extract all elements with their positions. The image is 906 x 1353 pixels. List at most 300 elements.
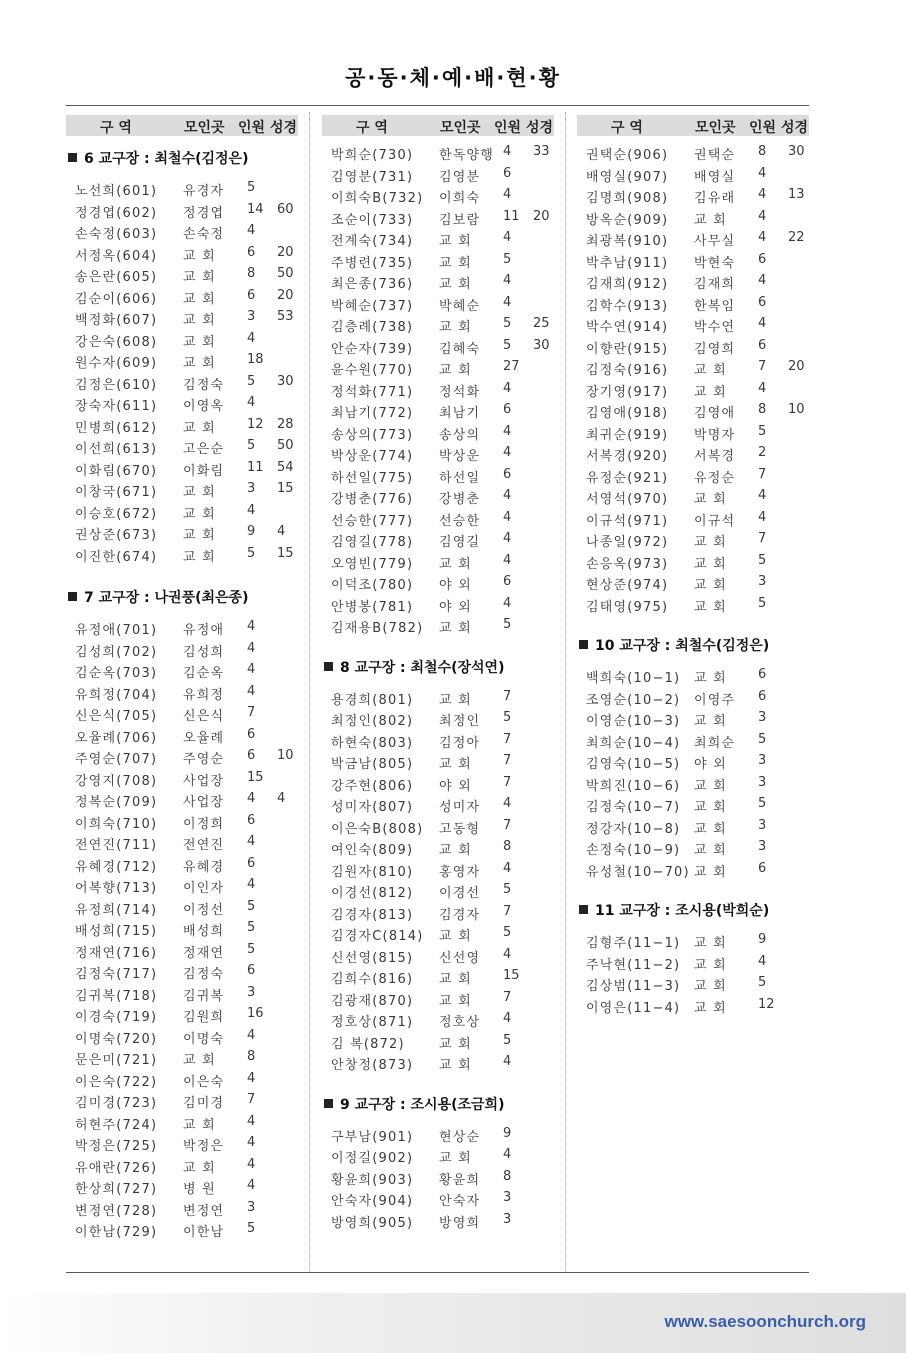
row-area: 유혜경(712) [75,859,158,875]
row-area: 유성철(10−70) [586,864,690,880]
row-count: 11 [247,459,264,475]
row-count: 3 [247,481,256,496]
row-bible: 50 [277,438,294,453]
row-bible: 15 [277,481,294,496]
row-area: 김희수(816) [331,972,414,987]
row-count: 5 [247,920,256,935]
row-area: 김정숙(916) [586,363,669,378]
row-count: 4 [758,230,767,245]
row-area: 이화림(670) [75,463,158,479]
row-place: 교 회 [694,556,727,572]
row-place: 안숙자 [439,1194,481,1209]
row-area: 서복경(920) [586,449,669,464]
row-count: 15 [247,769,264,785]
row-count: 6 [758,251,767,267]
row-place: 교 회 [439,993,472,1009]
table-row [577,465,809,487]
row-place: 사무실 [694,234,736,249]
row-area: 김상범(11−3) [586,979,681,994]
row-area: 유애란(726) [75,1160,158,1176]
row-count: 4 [503,1054,512,1069]
row-place: 교 회 [183,1160,216,1176]
table-row [577,250,809,272]
row-area: 민병희(612) [75,420,158,436]
table-row [322,486,554,508]
row-area: 이경선(812) [331,886,414,901]
table-row [577,142,809,164]
table-row [322,1210,554,1232]
row-area: 유정순(921) [586,470,669,486]
row-area: 김태영(975) [586,599,669,615]
row-place: 교 회 [694,714,727,729]
row-place: 배성희 [183,924,225,939]
row-area: 유정희(714) [75,902,158,918]
row-area: 이덕조(780) [331,578,414,593]
row-count: 12 [758,996,775,1012]
table-row [322,923,554,945]
column-header [66,115,298,136]
row-count: 4 [758,953,767,969]
row-area: 노선희(601) [75,184,158,199]
row-place: 강병춘 [439,492,481,507]
table-row [577,973,809,995]
row-place: 현상순 [439,1129,481,1145]
row-place: 야 외 [439,599,472,615]
row-area: 유정애(701) [75,623,158,638]
row-count: 3 [758,710,767,725]
row-place: 김유래 [694,191,736,206]
table-row [66,897,298,919]
header-bible: 성경 [270,120,298,136]
row-count: 5 [503,617,512,632]
table-row [66,703,298,725]
row-area: 강주현(806) [331,778,414,794]
row-place: 정석화 [439,384,481,400]
table-row [577,773,809,795]
table-row [322,773,554,795]
table-row [66,544,298,566]
row-count: 5 [758,552,767,568]
row-area: 김순이(606) [75,291,158,307]
row-area: 변정연(728) [75,1203,158,1219]
row-count: 5 [503,882,512,897]
table-row [577,443,809,465]
table-row [66,1133,298,1155]
row-area: 하선일(775) [331,470,414,486]
row-count: 6 [247,855,256,871]
table-row [577,357,809,379]
row-count: 4 [247,791,256,806]
row-count: 8 [503,839,512,854]
row-area: 신선영(815) [331,950,414,966]
row-place: 황윤희 [439,1172,481,1188]
section-heading [66,587,298,607]
row-count: 6 [247,244,256,260]
table-row [322,400,554,422]
row-count: 6 [247,748,256,763]
row-area: 윤수원(770) [331,363,414,378]
row-place: 박현숙 [694,255,736,271]
row-area: 권택순(906) [586,148,669,163]
row-place: 교 회 [183,291,216,307]
row-bible: 33 [533,144,550,159]
row-count: 3 [758,574,767,589]
table-row [66,875,298,897]
table-row [577,185,809,207]
table-row [322,988,554,1010]
row-area: 주병련(735) [331,255,414,271]
row-place: 교 회 [694,671,727,686]
column-header [577,115,809,136]
row-place: 이정희 [183,816,225,832]
table-row [66,415,298,437]
row-area: 손정숙(10−9) [586,843,681,858]
table-row [66,660,298,682]
row-bible: 50 [277,266,294,281]
row-place: 정경엽 [183,205,225,221]
table-row [577,594,809,616]
table-row [322,529,554,551]
row-place: 김귀복 [183,988,225,1004]
table-row [66,940,298,962]
row-bible: 22 [788,230,805,245]
row-place: 이영주 [694,692,736,708]
row-count: 5 [503,710,512,725]
row-place: 이명숙 [183,1031,225,1047]
table-row [322,357,554,379]
row-count: 4 [503,860,512,876]
table-row [322,880,554,902]
table-row [577,164,809,186]
row-place: 교 회 [439,621,472,636]
row-place: 교 회 [694,599,727,615]
row-place: 이규석 [694,513,736,529]
row-count: 6 [503,402,512,417]
row-area: 박희순(730) [331,148,414,163]
table-row [66,1026,298,1048]
row-place: 교 회 [439,1036,472,1052]
row-area: 손응옥(973) [586,556,669,572]
row-area: 백희숙(10−1) [586,671,681,686]
row-place: 권택순 [694,148,736,163]
table-row [322,1052,554,1074]
row-count: 4 [503,1147,512,1162]
table-row [322,615,554,637]
row-area: 김명희(908) [586,191,669,206]
table-row [577,708,809,730]
section-heading [577,635,809,655]
row-count: 4 [247,619,256,634]
row-area: 김영숙(10−5) [586,757,681,772]
table-row [577,529,809,551]
row-place: 배영실 [694,169,736,185]
row-place: 교 회 [183,549,216,565]
row-area: 선승한(777) [331,513,414,529]
row-place: 야 외 [439,578,472,593]
row-place: 교 회 [439,277,472,292]
table-row [322,794,554,816]
header-place: 모인곳 [440,120,481,136]
row-area: 김순옥(703) [75,666,158,681]
row-place: 야 외 [694,757,727,772]
row-area: 최정인(802) [331,714,414,729]
row-area: 이승호(672) [75,506,158,522]
row-area: 정재연(716) [75,945,158,961]
row-area: 김학수(913) [586,298,669,314]
table-row [577,336,809,358]
table-row [322,1188,554,1210]
row-count: 4 [503,445,512,460]
row-count: 4 [247,1156,256,1172]
row-place: 교 회 [183,420,216,436]
row-count: 4 [503,796,512,811]
row-count: 4 [758,208,767,224]
row-place: 김영길 [439,535,481,550]
row-area: 황윤희(903) [331,1172,414,1188]
row-place: 유혜경 [183,859,225,875]
row-count: 4 [503,1011,512,1026]
row-area: 이선희(613) [75,442,158,457]
row-area: 김재희(912) [586,277,669,292]
row-count: 16 [247,1006,264,1021]
header-count: 인원 [494,120,522,136]
table-row [577,400,809,422]
row-count: 8 [247,266,256,281]
row-area: 이향란(915) [586,341,669,357]
row-place: 정호상 [439,1015,481,1030]
row-area: 박수연(914) [586,320,669,335]
section-heading-text: 11 교구장 : 조시용(박희순) [595,903,770,919]
row-bible: 25 [533,316,550,331]
row-count: 4 [247,1113,256,1129]
row-area: 현상준(974) [586,578,669,593]
table-row [66,617,298,639]
section-heading-text: 7 교구장 : 나권풍(최은종) [84,590,249,606]
row-area: 김경자C(814) [331,929,424,944]
row-count: 4 [503,488,512,503]
row-area: 유희정(704) [75,687,158,703]
row-area: 배성희(715) [75,924,158,939]
row-area: 어복향(713) [75,881,158,896]
row-place: 교 회 [183,485,216,500]
row-count: 3 [758,817,767,833]
row-area: 장숙자(611) [75,399,158,414]
row-place: 교 회 [694,800,727,815]
table-row [577,952,809,974]
column-3 [577,115,809,1016]
section-heading [577,900,809,920]
row-place: 김정숙 [183,967,225,982]
row-place: 김재희 [694,277,736,292]
row-count: 4 [247,662,256,677]
table-row [322,966,554,988]
square-bullet-icon [579,905,588,914]
table-row [577,314,809,336]
row-place: 교 회 [694,578,727,593]
row-area: 문은미(721) [75,1053,158,1068]
row-count: 4 [503,423,512,439]
table-row [66,1155,298,1177]
row-count: 4 [247,395,256,410]
table-row [322,730,554,752]
row-place: 송상의 [439,427,481,443]
row-area: 이영은(11−4) [586,1000,681,1016]
row-count: 5 [503,925,512,940]
row-area: 박혜순(737) [331,298,414,314]
row-count: 5 [247,1221,256,1236]
header-count: 인원 [749,120,777,136]
row-area: 박금남(805) [331,757,414,772]
row-count: 3 [247,984,256,1000]
footer-url[interactable]: www.saesoonchurch.org [664,1312,866,1331]
row-area: 박정은(725) [75,1139,158,1154]
row-count: 4 [503,273,512,288]
row-area: 최광복(910) [586,234,669,249]
row-place: 교 회 [439,234,472,249]
row-place: 이정선 [183,902,225,918]
row-place: 사업장 [183,795,225,810]
table-row [66,1112,298,1134]
column-body [577,136,809,1016]
row-place: 최희순 [694,735,736,751]
row-bible: 20 [533,208,550,224]
column-header [322,115,554,136]
table-row [322,336,554,358]
table-row [322,687,554,709]
table-row [66,1004,298,1026]
row-area: 이진한(674) [75,549,158,565]
row-count: 2 [758,445,767,460]
row-area: 김정숙(717) [75,967,158,982]
row-place: 유희정 [183,687,225,703]
row-count: 6 [247,812,256,828]
table-row [66,1198,298,1220]
row-area: 김귀복(718) [75,988,158,1004]
row-place: 야 외 [439,778,472,794]
row-area: 정석화(771) [331,384,414,400]
row-area: 김 복(872) [331,1036,405,1052]
row-place: 유정순 [694,470,736,486]
table-row [66,682,298,704]
row-place: 선승한 [439,513,481,529]
row-count: 5 [503,337,512,353]
table-row [577,551,809,573]
row-place: 교 회 [439,843,472,858]
row-count: 5 [758,595,767,611]
row-area: 원수자(609) [75,356,158,371]
row-place: 교 회 [694,821,727,837]
table-row [322,250,554,272]
table-row [577,687,809,709]
row-count: 4 [247,834,256,849]
row-count: 4 [758,273,767,288]
row-count: 4 [503,552,512,568]
row-area: 백정화(607) [75,313,158,328]
row-count: 7 [503,731,512,747]
row-area: 이은숙(722) [75,1074,158,1090]
row-area: 김정숙(10−7) [586,800,681,815]
row-place: 교 회 [694,384,727,400]
table-row [66,789,298,811]
table-row [322,551,554,573]
row-area: 조영순(10−2) [586,692,681,708]
row-count: 3 [758,753,767,768]
row-place: 서복경 [694,449,736,464]
row-count: 5 [503,316,512,331]
table-row [66,178,298,200]
table-row [322,142,554,164]
row-count: 12 [247,416,264,432]
row-place: 교 회 [183,270,216,285]
square-bullet-icon [68,592,77,601]
row-area: 김경자(813) [331,907,414,923]
row-count: 8 [503,1168,512,1184]
row-count: 4 [247,1070,256,1086]
row-place: 김영희 [694,341,736,357]
table-row [322,1124,554,1146]
table-row [322,945,554,967]
table-row [66,479,298,501]
row-place: 이희숙 [439,191,481,206]
row-area: 방영희(905) [331,1215,414,1231]
row-bible: 30 [533,337,550,353]
row-place: 교 회 [694,535,727,550]
row-place: 김원희 [183,1010,225,1025]
table-row [66,372,298,394]
row-area: 송상의(773) [331,427,414,443]
row-area: 구부남(901) [331,1129,414,1145]
row-place: 김성희 [183,644,225,660]
table-row [66,501,298,523]
section-heading-text: 10 교구장 : 최철수(김정은) [595,638,770,654]
row-count: 6 [247,963,256,978]
row-area: 서정옥(604) [75,248,158,264]
row-count: 5 [503,1032,512,1048]
row-area: 김형주(11−1) [586,936,681,951]
row-place: 유정애 [183,623,225,638]
row-place: 교 회 [439,320,472,335]
row-place: 교 회 [694,843,727,858]
row-count: 3 [758,839,767,854]
table-row [577,508,809,530]
row-count: 14 [247,201,264,217]
table-row [66,811,298,833]
row-place: 교 회 [694,979,727,994]
row-count: 5 [758,796,767,811]
row-bible: 28 [277,416,294,432]
row-count: 5 [247,941,256,957]
row-count: 18 [247,352,264,367]
row-place: 손숙정 [183,227,225,242]
row-area: 김층례(738) [331,320,414,335]
row-bible: 60 [277,201,294,217]
table-row [322,508,554,530]
row-count: 6 [503,574,512,589]
row-count: 5 [247,545,256,561]
row-place: 하선일 [439,470,481,486]
row-count: 8 [758,144,767,159]
row-area: 이희숙(710) [75,816,158,832]
row-place: 병 원 [183,1182,216,1197]
row-count: 5 [247,373,256,389]
row-area: 안병봉(781) [331,599,414,615]
row-count: 4 [247,502,256,518]
row-area: 박희진(10−6) [586,778,681,794]
row-place: 교 회 [439,757,472,772]
header-area: 구 역 [100,120,132,136]
row-area: 최귀순(919) [586,427,669,443]
header-area: 구 역 [611,120,643,136]
